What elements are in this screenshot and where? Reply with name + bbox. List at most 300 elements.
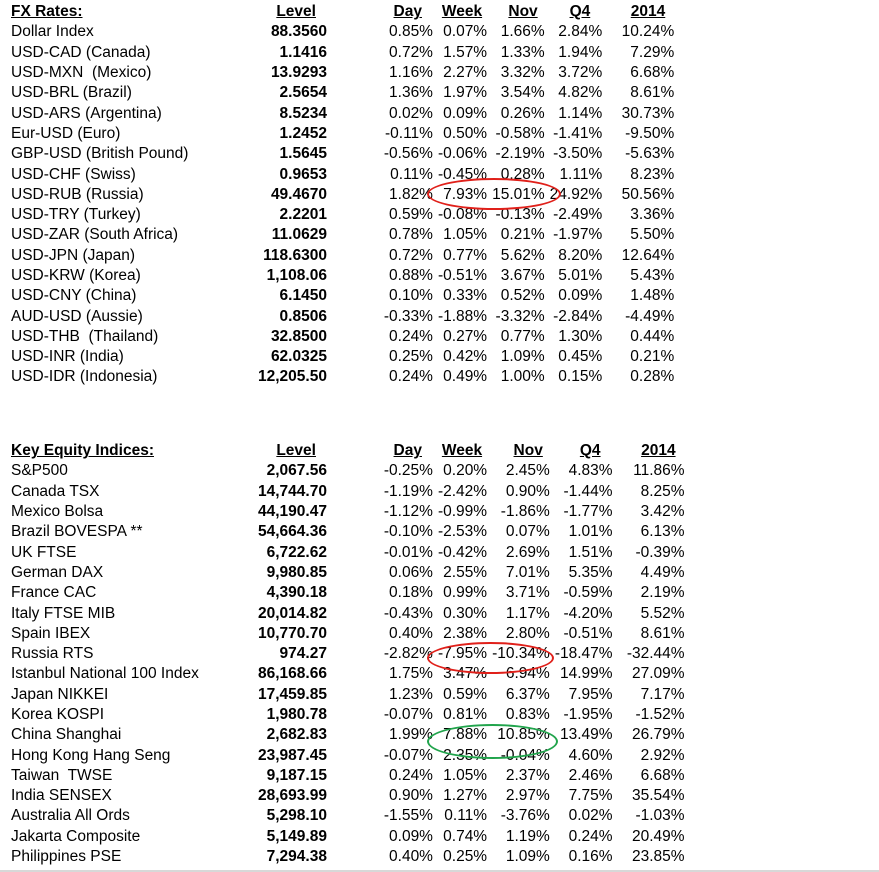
q4-cell[interactable]: 8.20% bbox=[558, 246, 603, 264]
level-cell[interactable]: 23,987.45 bbox=[258, 746, 327, 764]
nov-cell[interactable]: -10.34% bbox=[492, 645, 550, 663]
y2014-cell[interactable]: 5.52% bbox=[640, 604, 685, 622]
nov-cell[interactable]: 6.37% bbox=[505, 685, 550, 703]
level-cell[interactable]: 5,149.89 bbox=[266, 827, 327, 845]
fx-column-header-nov[interactable]: Nov bbox=[508, 3, 538, 21]
level-cell[interactable]: 2.5654 bbox=[279, 84, 327, 102]
equity-column-header-level[interactable]: Level bbox=[276, 442, 316, 460]
fx-column-header-level[interactable]: Level bbox=[276, 3, 316, 21]
y2014-cell[interactable]: 20.49% bbox=[631, 827, 685, 845]
week-cell[interactable]: 1.97% bbox=[443, 84, 488, 102]
y2014-cell[interactable]: -1.52% bbox=[635, 706, 685, 723]
nov-cell[interactable]: -0.58% bbox=[495, 124, 545, 142]
q4-cell[interactable]: 5.01% bbox=[558, 267, 603, 284]
level-cell[interactable]: 1.1416 bbox=[279, 43, 327, 61]
nov-cell[interactable]: 1.19% bbox=[505, 827, 550, 845]
level-cell[interactable]: 1,108.06 bbox=[266, 267, 327, 284]
level-cell[interactable]: 49.4670 bbox=[270, 185, 327, 203]
q4-cell[interactable]: 24.92% bbox=[549, 185, 603, 203]
row-label[interactable]: GBP-USD (British Pound) bbox=[11, 145, 189, 163]
day-cell[interactable]: -0.33% bbox=[383, 307, 433, 325]
row-label[interactable]: USD-CNY (China) bbox=[11, 287, 137, 305]
table-row bbox=[11, 266, 679, 286]
y2014-cell[interactable]: 1.48% bbox=[630, 287, 675, 305]
row-label[interactable]: Japan NIKKEI bbox=[11, 685, 109, 703]
level-cell[interactable]: 974.27 bbox=[279, 645, 327, 663]
level-cell[interactable]: 7,294.38 bbox=[266, 848, 327, 866]
q4-cell[interactable]: 0.16% bbox=[568, 848, 613, 866]
y2014-cell[interactable]: 4.49% bbox=[640, 563, 685, 581]
fx-column-header-q4[interactable]: Q4 bbox=[569, 3, 591, 21]
week-cell[interactable]: 2.38% bbox=[443, 624, 488, 642]
q4-cell[interactable]: 4.60% bbox=[568, 746, 613, 764]
level-cell[interactable]: 0.8506 bbox=[279, 307, 327, 325]
day-cell[interactable]: 0.72% bbox=[389, 246, 433, 264]
y2014-cell[interactable]: 8.61% bbox=[640, 624, 685, 642]
level-cell[interactable]: 44,190.47 bbox=[258, 503, 327, 521]
week-cell[interactable]: 0.81% bbox=[443, 706, 488, 723]
level-cell[interactable]: 2,067.56 bbox=[266, 462, 327, 480]
y2014-cell[interactable]: -0.39% bbox=[635, 543, 685, 561]
week-cell[interactable]: 0.49% bbox=[443, 368, 488, 386]
q4-cell[interactable]: 2.46% bbox=[568, 766, 613, 784]
level-cell[interactable]: 2.2201 bbox=[279, 206, 327, 224]
day-cell[interactable]: 0.11% bbox=[390, 165, 433, 183]
day-cell[interactable]: 0.02% bbox=[389, 104, 433, 122]
level-cell[interactable]: 9,187.15 bbox=[266, 766, 327, 784]
y2014-cell[interactable]: 0.44% bbox=[630, 327, 675, 345]
q4-cell[interactable]: -3.50% bbox=[553, 145, 603, 163]
row-label[interactable]: USD-TRY (Turkey) bbox=[11, 206, 141, 224]
level-cell[interactable]: 88.3560 bbox=[270, 23, 327, 41]
y2014-cell[interactable]: 50.56% bbox=[621, 185, 675, 203]
y2014-cell[interactable]: 8.61% bbox=[630, 84, 675, 102]
nov-cell[interactable]: 1.33% bbox=[500, 43, 545, 61]
row-label[interactable]: Brazil BOVESPA ** bbox=[11, 523, 143, 541]
day-cell[interactable]: 0.78% bbox=[389, 226, 433, 244]
y2014-cell[interactable]: 3.36% bbox=[630, 206, 675, 224]
level-cell[interactable]: 1.5645 bbox=[279, 145, 327, 163]
q4-cell[interactable]: -1.41% bbox=[553, 124, 603, 142]
table-row bbox=[11, 327, 679, 347]
level-cell[interactable]: 8.5234 bbox=[279, 104, 327, 122]
q4-cell[interactable]: 4.82% bbox=[558, 84, 603, 102]
day-cell[interactable]: 1.82% bbox=[389, 185, 433, 203]
row-label[interactable]: USD-INR (India) bbox=[11, 348, 124, 366]
y2014-cell[interactable]: 0.21% bbox=[630, 348, 675, 366]
day-cell[interactable]: -0.01% bbox=[383, 543, 433, 561]
y2014-cell[interactable]: 5.50% bbox=[630, 226, 675, 244]
nov-cell[interactable]: -3.76% bbox=[500, 807, 550, 825]
q4-cell[interactable]: -1.77% bbox=[563, 503, 613, 521]
nov-cell[interactable]: 0.26% bbox=[500, 104, 545, 122]
week-cell[interactable]: 0.33% bbox=[443, 287, 488, 305]
equity-column-header-q4[interactable]: Q4 bbox=[579, 442, 601, 460]
row-label[interactable]: S&P500 bbox=[11, 462, 68, 480]
q4-cell[interactable]: 0.02% bbox=[568, 807, 613, 825]
day-cell[interactable]: 1.99% bbox=[389, 726, 433, 744]
level-cell[interactable]: 9,980.85 bbox=[266, 563, 327, 581]
row-label[interactable]: Russia RTS bbox=[11, 645, 94, 663]
day-cell[interactable]: 0.09% bbox=[389, 827, 433, 845]
level-cell[interactable]: 0.9653 bbox=[279, 165, 327, 183]
y2014-cell[interactable]: -9.50% bbox=[625, 124, 675, 142]
level-cell[interactable]: 54,664.36 bbox=[258, 523, 327, 541]
level-cell[interactable]: 20,014.82 bbox=[258, 604, 327, 622]
table-row bbox=[11, 205, 679, 225]
nov-cell[interactable]: 3.32% bbox=[500, 64, 545, 82]
row-label[interactable]: Jakarta Composite bbox=[11, 827, 141, 845]
level-cell[interactable]: 17,459.85 bbox=[258, 685, 327, 703]
y2014-cell[interactable]: 27.09% bbox=[631, 665, 685, 683]
level-cell[interactable]: 1.2452 bbox=[279, 124, 327, 142]
level-cell[interactable]: 5,298.10 bbox=[266, 807, 327, 825]
q4-cell[interactable]: 7.95% bbox=[568, 685, 613, 703]
fx-column-header-week[interactable]: Week bbox=[441, 3, 483, 21]
nov-cell[interactable]: 0.77% bbox=[500, 327, 545, 345]
nov-cell[interactable]: -1.86% bbox=[500, 503, 550, 521]
nov-cell[interactable]: 1.09% bbox=[505, 848, 550, 866]
q4-cell[interactable]: -1.97% bbox=[553, 226, 603, 244]
level-cell[interactable]: 86,168.66 bbox=[258, 665, 327, 683]
day-cell[interactable]: 0.24% bbox=[389, 766, 433, 784]
day-cell[interactable]: -0.10% bbox=[383, 523, 433, 541]
nov-cell[interactable]: 0.83% bbox=[505, 706, 550, 723]
nov-cell[interactable]: 6.94% bbox=[505, 665, 550, 683]
level-cell[interactable]: 14,744.70 bbox=[258, 482, 327, 500]
day-cell[interactable]: -0.07% bbox=[383, 706, 433, 723]
fx-column-header-y2014[interactable]: 2014 bbox=[630, 3, 666, 21]
nov-cell[interactable]: -0.13% bbox=[495, 206, 545, 224]
q4-cell[interactable]: 1.94% bbox=[558, 43, 603, 61]
week-cell[interactable]: 0.59% bbox=[443, 685, 488, 703]
row-label[interactable]: Spain IBEX bbox=[11, 624, 91, 642]
week-cell[interactable]: 2.27% bbox=[443, 64, 488, 82]
week-cell[interactable]: 0.07% bbox=[443, 23, 488, 41]
q4-cell[interactable]: -1.44% bbox=[563, 482, 613, 500]
nov-cell[interactable]: 10.85% bbox=[497, 726, 550, 744]
row-label[interactable]: USD-ARS (Argentina) bbox=[11, 104, 162, 122]
y2014-cell[interactable]: 26.79% bbox=[631, 726, 685, 744]
table-row bbox=[11, 847, 690, 867]
day-cell[interactable]: -0.11% bbox=[385, 124, 433, 142]
row-label[interactable]: Italy FTSE MIB bbox=[11, 604, 116, 622]
y2014-cell[interactable]: 6.68% bbox=[630, 64, 675, 82]
week-cell[interactable]: -1.88% bbox=[437, 307, 488, 325]
table-row bbox=[11, 786, 690, 806]
level-cell[interactable]: 6.1450 bbox=[279, 287, 327, 305]
week-cell[interactable]: 2.55% bbox=[443, 563, 488, 581]
week-cell[interactable]: 2.35% bbox=[443, 746, 488, 764]
q4-cell[interactable]: -18.47% bbox=[554, 645, 613, 663]
q4-cell[interactable]: -2.84% bbox=[553, 307, 603, 325]
day-cell[interactable]: 1.75% bbox=[389, 665, 433, 683]
q4-cell[interactable]: 0.09% bbox=[558, 287, 603, 305]
day-cell[interactable]: 0.85% bbox=[389, 23, 433, 41]
day-cell[interactable]: 0.24% bbox=[389, 368, 433, 386]
q4-cell[interactable]: -4.20% bbox=[563, 604, 613, 622]
week-cell[interactable]: 1.05% bbox=[443, 226, 488, 244]
q4-cell[interactable]: -1.95% bbox=[563, 706, 613, 723]
q4-cell[interactable]: 3.72% bbox=[558, 64, 603, 82]
row-label[interactable]: USD-BRL (Brazil) bbox=[11, 84, 132, 102]
nov-cell[interactable]: 2.37% bbox=[505, 766, 550, 784]
y2014-cell[interactable]: 7.29% bbox=[630, 43, 675, 61]
row-label[interactable]: Istanbul National 100 Index bbox=[11, 665, 199, 683]
level-cell[interactable]: 62.0325 bbox=[270, 348, 327, 366]
y2014-cell[interactable]: 6.13% bbox=[640, 523, 685, 541]
week-cell[interactable]: 3.47% bbox=[443, 665, 488, 683]
week-cell[interactable]: -0.51% bbox=[437, 267, 488, 284]
week-cell[interactable]: 1.57% bbox=[443, 43, 488, 61]
table-row bbox=[11, 461, 690, 481]
day-cell[interactable]: -0.25% bbox=[383, 462, 433, 480]
row-label[interactable]: Hong Kong Hang Seng bbox=[11, 746, 171, 764]
level-cell[interactable]: 2,682.83 bbox=[266, 726, 327, 744]
y2014-cell[interactable]: -5.63% bbox=[625, 145, 675, 163]
row-label[interactable]: Korea KOSPI bbox=[11, 706, 105, 723]
q4-cell[interactable]: 13.49% bbox=[559, 726, 613, 744]
day-cell[interactable]: 0.90% bbox=[389, 787, 433, 805]
table-row bbox=[11, 103, 679, 123]
row-label[interactable]: USD-RUB (Russia) bbox=[11, 185, 144, 203]
level-cell[interactable]: 32.8500 bbox=[270, 327, 327, 345]
nov-cell[interactable]: 0.07% bbox=[505, 523, 550, 541]
q4-cell[interactable]: 1.14% bbox=[558, 104, 603, 122]
y2014-cell[interactable]: 7.17% bbox=[640, 685, 685, 703]
week-cell[interactable]: -0.08% bbox=[437, 206, 488, 224]
q4-cell[interactable]: 0.45% bbox=[558, 348, 603, 366]
row-label[interactable]: Taiwan TWSE bbox=[11, 766, 113, 784]
row-label[interactable]: Australia All Ords bbox=[11, 807, 130, 825]
row-label[interactable]: Mexico Bolsa bbox=[11, 503, 104, 521]
day-cell[interactable]: -0.43% bbox=[383, 604, 433, 622]
level-cell[interactable]: 4,390.18 bbox=[266, 584, 327, 602]
table-row bbox=[11, 766, 690, 786]
row-label[interactable]: Eur-USD (Euro) bbox=[11, 124, 121, 142]
table-row bbox=[11, 347, 679, 367]
y2014-cell[interactable]: 2.19% bbox=[640, 584, 685, 602]
week-cell[interactable]: 0.27% bbox=[443, 327, 488, 345]
level-cell[interactable]: 1,980.78 bbox=[266, 706, 327, 723]
table-row bbox=[11, 482, 690, 502]
day-cell[interactable]: 0.88% bbox=[389, 267, 433, 284]
table-row bbox=[11, 225, 679, 245]
row-label[interactable]: China Shanghai bbox=[11, 726, 122, 744]
y2014-cell[interactable]: 30.73% bbox=[621, 104, 675, 122]
day-cell[interactable]: 1.23% bbox=[389, 685, 433, 703]
nov-cell[interactable]: 1.66% bbox=[500, 23, 545, 41]
day-cell[interactable]: 0.06% bbox=[389, 563, 433, 581]
week-cell[interactable]: 0.77% bbox=[443, 246, 488, 264]
q4-cell[interactable]: 1.51% bbox=[568, 543, 613, 561]
day-cell[interactable]: 1.36% bbox=[389, 84, 433, 102]
week-cell[interactable]: 0.09% bbox=[443, 104, 488, 122]
day-cell[interactable]: -0.07% bbox=[383, 746, 433, 764]
row-label[interactable]: German DAX bbox=[11, 563, 104, 581]
y2014-cell[interactable]: -4.49% bbox=[625, 307, 675, 325]
nov-cell[interactable]: 3.71% bbox=[505, 584, 550, 602]
level-cell[interactable]: 10,770.70 bbox=[258, 624, 327, 642]
q4-cell[interactable]: 0.24% bbox=[568, 827, 613, 845]
row-label[interactable]: USD-CAD (Canada) bbox=[11, 43, 151, 61]
day-cell[interactable]: 0.59% bbox=[389, 206, 433, 224]
y2014-cell[interactable]: 23.85% bbox=[631, 848, 685, 866]
week-cell[interactable]: 1.27% bbox=[443, 787, 488, 805]
level-cell[interactable]: 12,205.50 bbox=[258, 368, 327, 386]
day-cell[interactable]: 0.24% bbox=[389, 327, 433, 345]
nov-cell[interactable]: 2.97% bbox=[505, 787, 550, 805]
table-row bbox=[11, 563, 690, 583]
equity-column-header-nov[interactable]: Nov bbox=[513, 442, 543, 460]
week-cell[interactable]: 1.05% bbox=[443, 766, 488, 784]
row-label[interactable]: USD-IDR (Indonesia) bbox=[11, 368, 158, 386]
q4-cell[interactable]: -0.51% bbox=[563, 624, 613, 642]
equity-column-header-week[interactable]: Week bbox=[441, 442, 483, 460]
row-label[interactable]: France CAC bbox=[11, 584, 97, 602]
nov-cell[interactable]: 0.52% bbox=[500, 287, 545, 305]
level-cell[interactable]: 11.0629 bbox=[271, 226, 327, 244]
y2014-cell[interactable]: 6.68% bbox=[640, 766, 685, 784]
fx-rates-table bbox=[11, 2, 679, 388]
q4-cell[interactable]: -0.59% bbox=[563, 584, 613, 602]
week-cell[interactable]: 0.42% bbox=[443, 348, 488, 366]
row-label[interactable]: UK FTSE bbox=[11, 543, 77, 561]
y2014-cell[interactable]: 2.92% bbox=[640, 746, 685, 764]
nov-cell[interactable]: 1.00% bbox=[500, 368, 545, 386]
nov-cell[interactable]: 3.67% bbox=[500, 267, 545, 284]
table-row bbox=[11, 542, 690, 562]
q4-cell[interactable]: 1.11% bbox=[559, 165, 603, 183]
row-label[interactable]: AUD-USD (Aussie) bbox=[11, 307, 143, 325]
equity-column-header-y2014[interactable]: 2014 bbox=[641, 442, 676, 460]
nov-cell[interactable]: -3.32% bbox=[495, 307, 545, 325]
week-cell[interactable]: 0.99% bbox=[443, 584, 488, 602]
week-cell[interactable]: -0.42% bbox=[437, 543, 488, 561]
row-label[interactable]: Canada TSX bbox=[11, 482, 100, 500]
row-label[interactable]: USD-CHF (Swiss) bbox=[11, 165, 136, 183]
nov-cell[interactable]: -2.19% bbox=[495, 145, 545, 163]
level-cell[interactable]: 13.9293 bbox=[270, 64, 327, 82]
nov-cell[interactable]: 15.01% bbox=[492, 185, 545, 203]
nov-cell[interactable]: 1.17% bbox=[505, 604, 550, 622]
week-cell[interactable]: -0.45% bbox=[437, 165, 488, 183]
level-cell[interactable]: 118.6300 bbox=[263, 246, 327, 264]
q4-cell[interactable]: 2.84% bbox=[558, 23, 603, 41]
day-cell[interactable]: 0.10% bbox=[389, 287, 433, 305]
q4-cell[interactable]: -2.49% bbox=[553, 206, 603, 224]
nov-cell[interactable]: 5.62% bbox=[500, 246, 545, 264]
table-row bbox=[11, 725, 690, 745]
day-cell[interactable]: -1.55% bbox=[383, 807, 433, 825]
y2014-cell[interactable]: 5.43% bbox=[630, 267, 675, 284]
nov-cell[interactable]: 2.80% bbox=[505, 624, 550, 642]
nov-cell[interactable]: 7.01% bbox=[505, 563, 550, 581]
y2014-cell[interactable]: 8.25% bbox=[640, 482, 685, 500]
day-cell[interactable]: -1.19% bbox=[383, 482, 433, 500]
row-label[interactable]: USD-JPN (Japan) bbox=[11, 246, 136, 264]
nov-cell[interactable]: 0.90% bbox=[505, 482, 550, 500]
week-cell[interactable]: -0.06% bbox=[437, 145, 488, 163]
y2014-cell[interactable]: 0.28% bbox=[630, 368, 675, 386]
row-label[interactable]: USD-MXN (Mexico) bbox=[11, 64, 152, 82]
row-label[interactable]: Philippines PSE bbox=[11, 848, 122, 866]
y2014-cell[interactable]: 35.54% bbox=[631, 787, 685, 805]
week-cell[interactable]: -0.99% bbox=[437, 503, 488, 521]
q4-cell[interactable]: 1.30% bbox=[558, 327, 603, 345]
week-cell[interactable]: 0.50% bbox=[443, 124, 488, 142]
q4-cell[interactable]: 1.01% bbox=[568, 523, 613, 541]
y2014-cell[interactable]: 10.24% bbox=[621, 23, 675, 41]
day-cell[interactable]: -2.82% bbox=[383, 645, 433, 663]
level-cell[interactable]: 28,693.99 bbox=[258, 787, 327, 805]
y2014-cell[interactable]: -32.44% bbox=[626, 645, 685, 663]
nov-cell[interactable]: 0.21% bbox=[500, 226, 545, 244]
nov-cell[interactable]: 0.28% bbox=[500, 165, 545, 183]
day-cell[interactable]: -1.12% bbox=[383, 503, 433, 521]
week-cell[interactable]: -2.53% bbox=[437, 523, 488, 541]
level-cell[interactable]: 6,722.62 bbox=[266, 543, 327, 561]
q4-cell[interactable]: 4.83% bbox=[568, 462, 613, 480]
table-row bbox=[11, 83, 679, 103]
y2014-cell[interactable]: 3.42% bbox=[640, 503, 685, 521]
week-cell[interactable]: 0.11% bbox=[444, 807, 488, 825]
equity-table-title[interactable]: Key Equity Indices: bbox=[11, 442, 154, 460]
fx-column-header-day[interactable]: Day bbox=[393, 3, 422, 21]
table-row bbox=[11, 806, 690, 826]
row-label[interactable]: USD-THB (Thailand) bbox=[11, 327, 159, 345]
q4-cell[interactable]: 7.75% bbox=[568, 787, 613, 805]
fx-table-title[interactable]: FX Rates: bbox=[11, 3, 83, 21]
q4-cell[interactable]: 14.99% bbox=[559, 665, 613, 683]
y2014-cell[interactable]: 11.86% bbox=[633, 462, 685, 480]
day-cell[interactable]: 1.16% bbox=[389, 64, 433, 82]
equity-column-header-day[interactable]: Day bbox=[393, 442, 422, 460]
week-cell[interactable]: 0.20% bbox=[443, 462, 488, 480]
row-label[interactable]: India SENSEX bbox=[11, 787, 112, 805]
row-label[interactable]: Dollar Index bbox=[11, 23, 94, 41]
day-cell[interactable]: 0.25% bbox=[389, 348, 433, 366]
nov-cell[interactable]: -0.04% bbox=[500, 746, 550, 764]
y2014-cell[interactable]: 8.23% bbox=[630, 165, 675, 183]
q4-cell[interactable]: 0.15% bbox=[558, 368, 603, 386]
day-cell[interactable]: 0.40% bbox=[389, 624, 433, 642]
day-cell[interactable]: 0.18% bbox=[389, 584, 433, 602]
nov-cell[interactable]: 1.09% bbox=[500, 348, 545, 366]
table-row bbox=[11, 745, 690, 765]
week-cell[interactable]: -7.95% bbox=[437, 645, 488, 663]
week-cell[interactable]: -2.42% bbox=[437, 482, 488, 500]
nov-cell[interactable]: 2.69% bbox=[505, 543, 550, 561]
day-cell[interactable]: 0.40% bbox=[389, 848, 433, 866]
week-cell[interactable]: 7.93% bbox=[443, 185, 488, 203]
table-row bbox=[11, 685, 690, 705]
week-cell[interactable]: 0.74% bbox=[443, 827, 488, 845]
day-cell[interactable]: -0.56% bbox=[383, 145, 433, 163]
row-label[interactable]: USD-ZAR (South Africa) bbox=[11, 226, 179, 244]
nov-cell[interactable]: 2.45% bbox=[505, 462, 550, 480]
q4-cell[interactable]: 5.35% bbox=[568, 563, 613, 581]
nov-cell[interactable]: 3.54% bbox=[500, 84, 545, 102]
week-cell[interactable]: 0.25% bbox=[443, 848, 488, 866]
week-cell[interactable]: 7.88% bbox=[443, 726, 488, 744]
week-cell[interactable]: 0.30% bbox=[443, 604, 488, 622]
y2014-cell[interactable]: 12.64% bbox=[621, 246, 675, 264]
row-label[interactable]: USD-KRW (Korea) bbox=[11, 267, 141, 284]
day-cell[interactable]: 0.72% bbox=[389, 43, 433, 61]
y2014-cell[interactable]: -1.03% bbox=[635, 807, 685, 825]
equity-indices-table bbox=[11, 441, 690, 867]
